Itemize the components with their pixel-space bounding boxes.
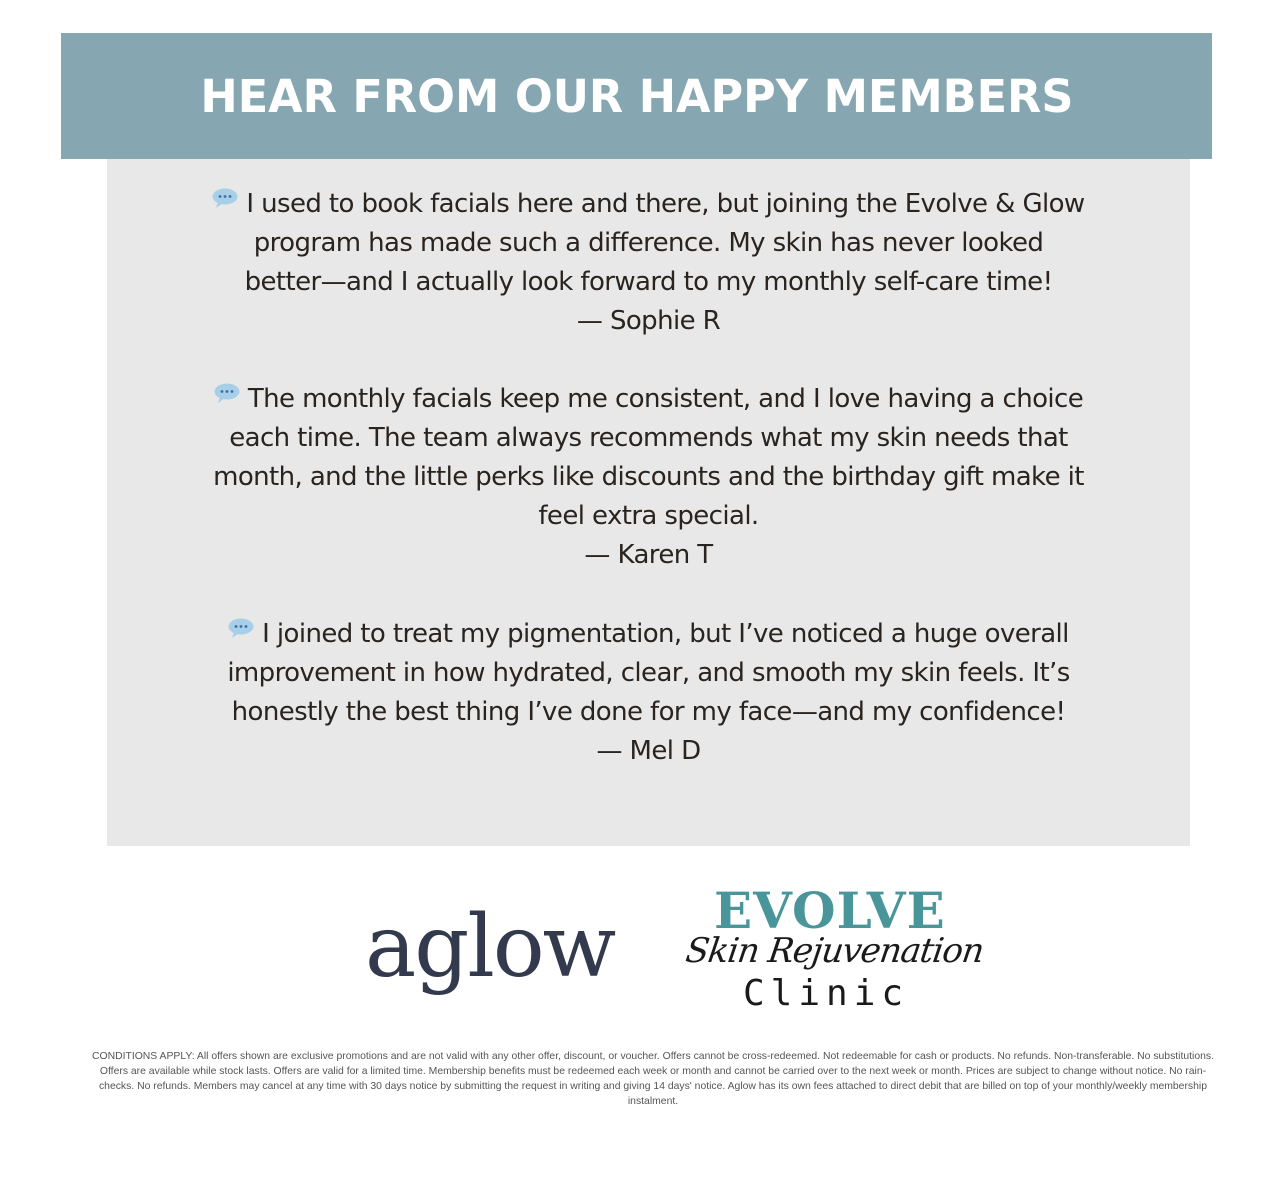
speech-bubble-icon xyxy=(228,618,254,638)
evolve-logo-clinic: Clinic xyxy=(743,973,910,1014)
evolve-logo-word: EVOLVE xyxy=(714,881,946,940)
testimonial-line: feel extra special. xyxy=(538,501,759,531)
testimonial-line: program has made such a difference. My skin has never looked xyxy=(253,228,1044,258)
testimonial xyxy=(107,380,1190,575)
testimonial-author: — Karen T xyxy=(584,540,713,570)
testimonial-author: — Sophie R xyxy=(576,306,721,336)
evolve-logo-script: Skin Rejuvenation xyxy=(683,931,986,971)
testimonial-author: — Mel D xyxy=(596,736,701,766)
evolve-clinic-logo xyxy=(683,881,986,1016)
testimonial-line: honestly the best thing I’ve done for my face—and my confidence! xyxy=(231,697,1066,727)
testimonial xyxy=(107,185,1190,341)
testimonial-line: better—and I actually look forward to my monthly self-care time! xyxy=(244,267,1053,297)
speech-bubble-icon xyxy=(212,188,238,208)
testimonial xyxy=(107,615,1190,771)
speech-bubble-icon xyxy=(214,383,240,403)
aglow-logo: aglow xyxy=(365,897,615,997)
logos-row xyxy=(0,880,1280,1020)
testimonial-line: improvement in how hydrated, clear, and smooth my skin feels. It’s xyxy=(227,658,1070,688)
page-title: HEAR FROM OUR HAPPY MEMBERS xyxy=(199,69,1074,123)
testimonials-panel xyxy=(107,159,1190,846)
testimonial-line: month, and the little perks like discounts and the birthday gift make it xyxy=(213,462,1084,492)
testimonial-line: I joined to treat my pigmentation, but I’ve noticed a huge overall xyxy=(107,615,1190,654)
conditions-text: CONDITIONS APPLY: All offers shown are exclusive promotions and are not valid with any other offer, discount, or voucher. Offers cannot be cross-redeemed. Not redeemable for cash or products. No refunds. Non-transferable. No substitutions. Offers are available while stock lasts. Offers are valid for a limited time. Membership benefits must be redeemed each week or month and cannot be carried over to the next week or month. Prices are subject to change without notice. No rain-checks. No refunds. Members may cancel at any time with 30 days notice by submitting the request in writing and giving 14 days' notice. Aglow has its own fees attached to direct debit that are billed on top of your monthly/weekly membership instalment. xyxy=(92,1051,1214,1107)
header-banner xyxy=(61,33,1212,159)
testimonial-line: I used to book facials here and there, but joining the Evolve & Glow xyxy=(107,185,1190,224)
testimonial-line: each time. The team always recommends what my skin needs that xyxy=(229,423,1068,453)
testimonial-line: The monthly facials keep me consistent, and I love having a choice xyxy=(107,380,1190,419)
